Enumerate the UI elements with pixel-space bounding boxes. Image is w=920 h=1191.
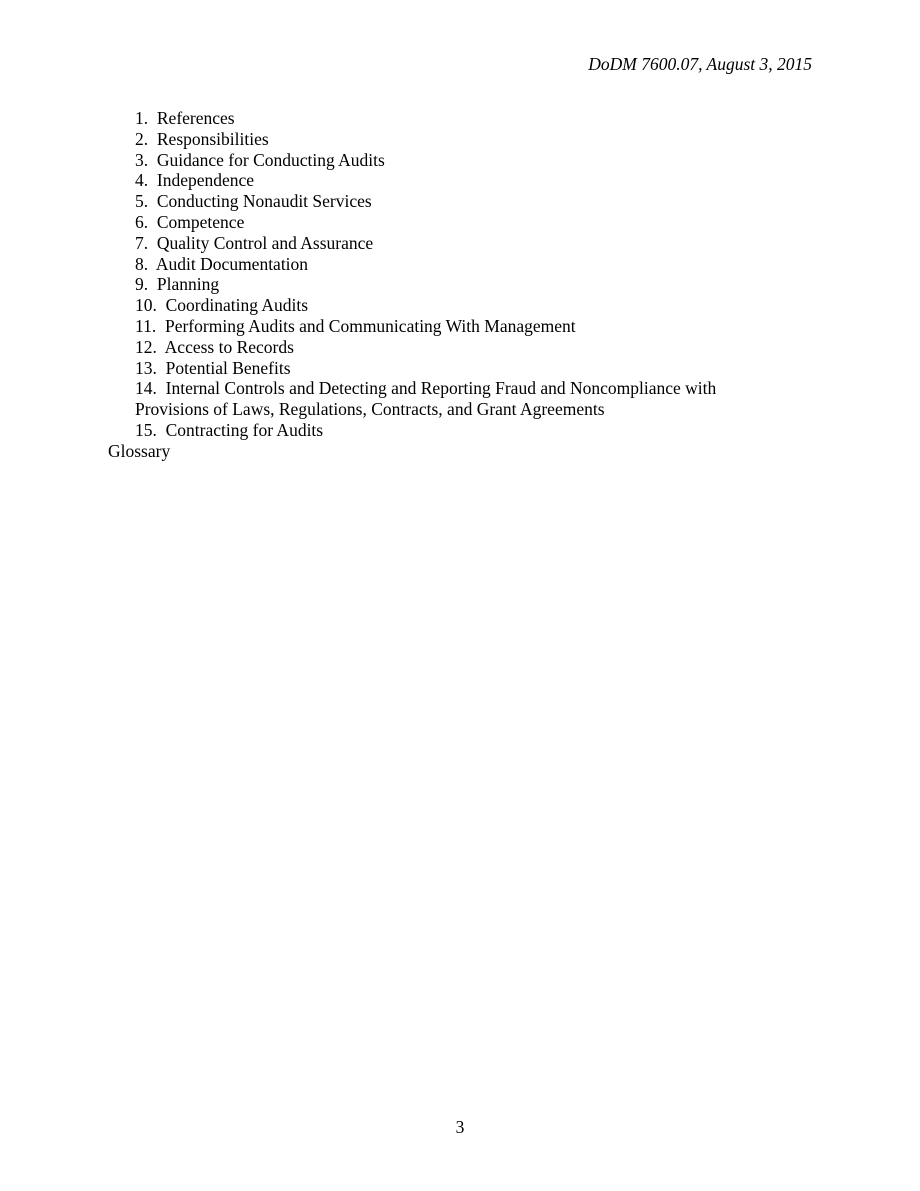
toc-item-title: Coordinating Audits — [165, 295, 309, 316]
toc-item-number: 10. — [135, 295, 157, 316]
toc-item-title: Quality Control and Assurance — [156, 232, 374, 253]
toc-item-number: 11. — [135, 315, 157, 336]
toc-item-title-continuation: Provisions of Laws, Regulations, Contracts, and Grant Agreements — [135, 399, 605, 420]
document-reference-header: DoDM 7600.07, August 3, 2015 — [588, 54, 812, 74]
toc-item-coordinating-audits — [108, 295, 808, 316]
toc-item-performing-audits — [108, 316, 808, 337]
toc-item-number: 9. — [135, 274, 149, 295]
toc-item-number: 6. — [135, 211, 149, 232]
toc-item-number: 5. — [135, 191, 149, 212]
toc-glossary: Glossary — [108, 440, 171, 461]
toc-item-title: Performing Audits and Communicating With Management — [164, 315, 576, 336]
toc-item-title: Responsibilities — [156, 128, 269, 149]
toc-item-guidance — [108, 150, 808, 171]
toc-item-number: 12. — [135, 336, 157, 357]
toc-item-title: Potential Benefits — [165, 357, 291, 378]
toc-item-title: Conducting Nonaudit Services — [156, 191, 372, 212]
toc-item-number: 8. — [135, 253, 149, 274]
toc-item-audit-documentation — [108, 254, 808, 275]
toc-item-contracting — [108, 420, 808, 441]
toc-item-planning — [108, 274, 808, 295]
toc-item-internal-controls — [108, 378, 808, 420]
toc-item-title: Access to Records — [164, 336, 294, 357]
toc-list — [108, 108, 808, 441]
toc-item-references — [108, 108, 808, 129]
toc-item-number: 3. — [135, 149, 149, 170]
toc-item-number: 15. — [135, 419, 157, 440]
toc-item-nonaudit-services — [108, 191, 808, 212]
toc-item-title: Competence — [156, 211, 245, 232]
table-of-contents — [108, 108, 808, 462]
toc-item-independence — [108, 170, 808, 191]
page-number: 3 — [455, 1117, 465, 1137]
toc-item-title: Planning — [156, 274, 220, 295]
toc-item-number: 2. — [135, 128, 149, 149]
toc-item-number: 13. — [135, 357, 157, 378]
toc-item-competence — [108, 212, 808, 233]
toc-item-number: 7. — [135, 232, 149, 253]
toc-item-title: Audit Documentation — [155, 253, 309, 274]
toc-item-access-to-records — [108, 337, 808, 358]
toc-item-title: Contracting for Audits — [165, 419, 324, 440]
toc-item-potential-benefits — [108, 358, 808, 379]
toc-item-title: Independence — [156, 170, 255, 191]
toc-item-responsibilities — [108, 129, 808, 150]
toc-item-title: Guidance for Conducting Audits — [156, 149, 385, 170]
toc-item-number: 4. — [135, 170, 149, 191]
toc-item-title: References — [156, 108, 235, 128]
toc-item-title: Internal Controls and Detecting and Reporting Fraud and Noncompliance with — [165, 378, 717, 399]
toc-item-number: 14. — [135, 378, 157, 399]
toc-item-number: 1. — [135, 108, 149, 128]
toc-item-quality-control — [108, 233, 808, 254]
